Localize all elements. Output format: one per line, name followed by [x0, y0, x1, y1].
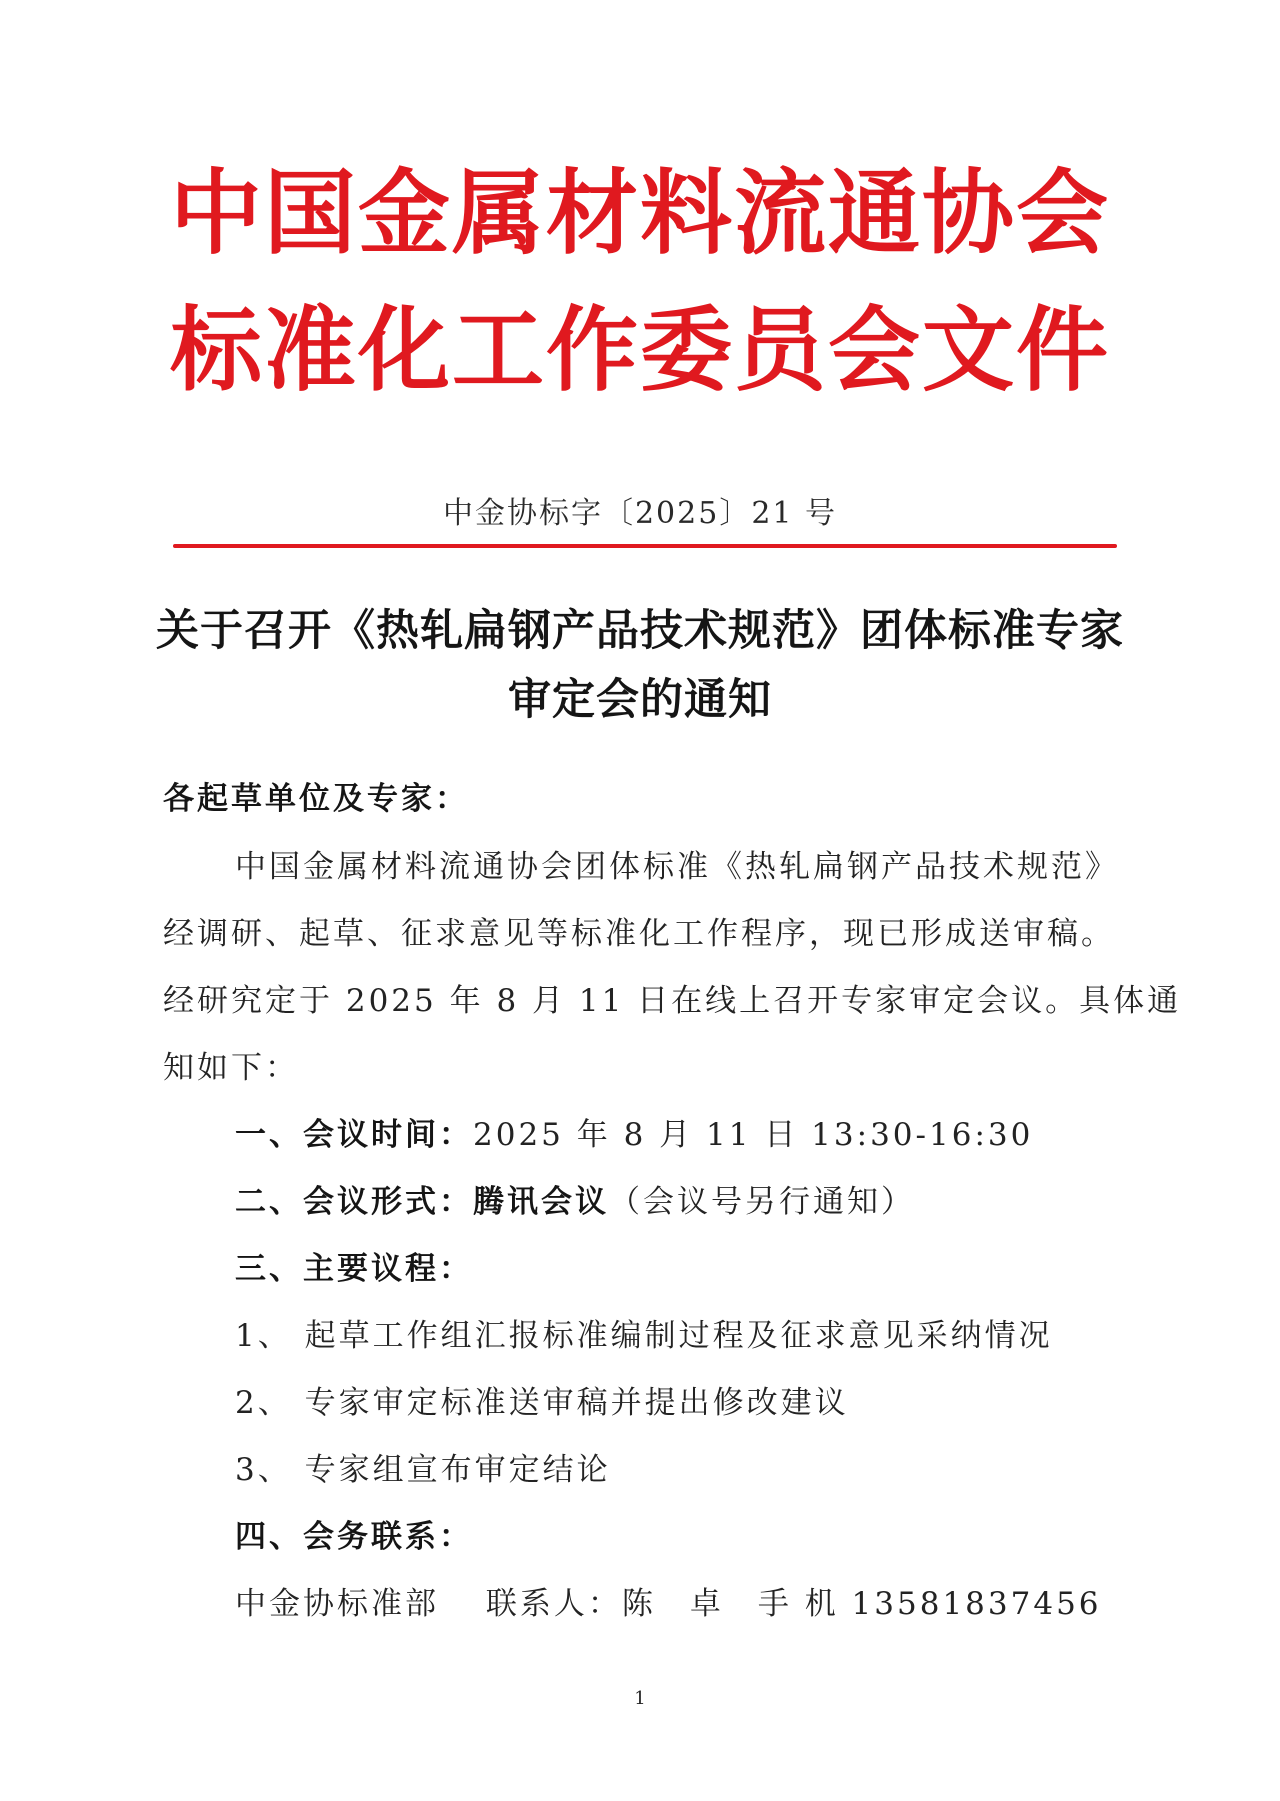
meeting-format-item	[235, 1184, 915, 1220]
paragraph-line-3: 经研究定于 2025 年 8 月 11 日在线上召开专家审定会议。具体通	[163, 983, 1182, 1019]
meeting-time-label: 一、会议时间：	[235, 1117, 473, 1153]
agenda-item-2: 2、 专家审定标准送审稿并提出修改建议	[235, 1385, 849, 1421]
meeting-format-note: （会议号另行通知）	[609, 1184, 915, 1220]
masthead-line-2: 标准化工作委员会文件	[169, 297, 1110, 404]
contact-info: 中金协标准部 联系人：陈 卓 手 机 13581837456	[235, 1586, 1102, 1622]
agenda-item-1: 1、 起草工作组汇报标准编制过程及征求意见采纳情况	[235, 1318, 1053, 1354]
contact-heading: 四、会务联系：	[235, 1519, 473, 1555]
meeting-format-platform: 腾讯会议	[473, 1184, 609, 1220]
meeting-format-label: 二、会议形式：	[235, 1184, 473, 1220]
salutation: 各起草单位及专家：	[163, 781, 469, 817]
masthead-line-1: 中国金属材料流通协会	[169, 160, 1110, 267]
paragraph-line-4: 知如下：	[163, 1050, 299, 1086]
notice-title-line-1: 关于召开《热轧扁钢产品技术规范》团体标准专家	[156, 606, 1124, 656]
page-number: 1	[634, 1688, 646, 1709]
notice-title-line-2: 审定会的通知	[508, 675, 772, 725]
paragraph-line-1: 中国金属材料流通协会团体标准《热轧扁钢产品技术规范》	[235, 849, 1119, 885]
agenda-heading: 三、主要议程：	[235, 1251, 473, 1287]
red-divider-line	[173, 544, 1117, 548]
meeting-time-item	[235, 1117, 1034, 1153]
agenda-item-3: 3、 专家组宣布审定结论	[235, 1452, 611, 1488]
document-number: 中金协标字〔2025〕21 号	[442, 496, 838, 531]
meeting-time-value: 2025 年 8 月 11 日 13:30-16:30	[473, 1117, 1034, 1153]
paragraph-line-2: 经调研、起草、征求意见等标准化工作程序，现已形成送审稿。	[163, 916, 1115, 952]
